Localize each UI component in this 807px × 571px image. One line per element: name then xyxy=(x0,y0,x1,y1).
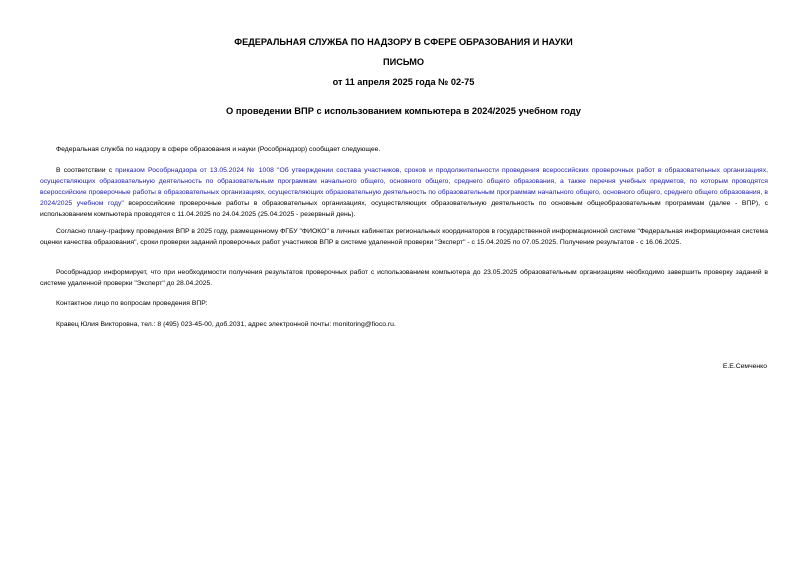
signature-name: Е.Е.Семченко xyxy=(722,363,767,370)
schedule-text: Согласно плану-графику проведения ВПР в 2025 году, размещенному ФГБУ "ФИОКО" в личных кабинетах региональных координаторов в государственной информационной системе "Федеральная информационная система оценки качества образования", сроки проверки заданий проверочных работ участников ВПР в системе удаленной проверки "Эксперт" - с 15.04.2025 по 07.05.2025. Получение результатов - с 16.06.2025. xyxy=(40,228,768,246)
paragraph-contact-details xyxy=(40,320,768,331)
paragraph-contact-heading xyxy=(40,299,768,310)
paragraph-order-reference xyxy=(40,166,768,221)
contact-heading-text: Контактное лицо по вопросам проведения ВПР: xyxy=(56,300,208,307)
order-prefix-text: В соответствии с xyxy=(56,167,116,174)
results-text: Рособрнадзор информирует, что при необходимости получения результатов проверочных работ с использованием компьютера до 23.05.2025 образовательным организациям необходимо завершить проверку заданий в системе удаленной проверки "Эксперт" до 28.04.2025. xyxy=(40,269,768,287)
paragraph-results xyxy=(40,268,768,290)
paragraph-schedule xyxy=(40,227,768,249)
document-date-number: от 11 апреля 2025 года № 02-75 xyxy=(332,77,475,87)
order-link[interactable]: приказом Рособрнадзора от 13.05.2024 № 1008 "Об утверждении состава участников, сроков и продолжительности проведения всероссийских проверочных работ в образовательных организациях, осуществляющих образовательную деятельность по образовательным программам начального общего, основного общего, среднего общего образования, а также перечня учебных предметов, по которым проводятся всероссийские проверочные работы в образовательных организациях, осуществляющих образовательную деятельность по образовательным программам начального общего, основного общего, среднего общего образования, в 2024/2025 учебном году" xyxy=(40,167,768,207)
order-suffix-text: всероссийские проверочные работы в образовательных организациях, осуществляющих образовательную деятельность по основным общеобразовательным программам (далее - ВПР), с использованием компьютера проводятся с 11.04.2025 по 24.04.2025 (25.04.2025 - резервный день). xyxy=(40,199,768,218)
contact-details-text: Кравец Юлия Викторовна, тел.: 8 (495) 023-45-00, доб.2031, адрес электронной почты: monitoring@fioco.ru. xyxy=(56,321,396,328)
document-subject: О проведении ВПР с использованием компьютера в 2024/2025 учебном году xyxy=(226,106,581,116)
agency-name: ФЕДЕРАЛЬНАЯ СЛУЖБА ПО НАДЗОРУ В СФЕРЕ ОБРАЗОВАНИЯ И НАУКИ xyxy=(234,37,573,47)
paragraph-intro xyxy=(40,145,768,156)
document-type: ПИСЬМО xyxy=(382,57,425,67)
intro-text: Федеральная служба по надзору в сфере образования и науки (Рособрнадзор) сообщает следующее. xyxy=(56,146,381,153)
